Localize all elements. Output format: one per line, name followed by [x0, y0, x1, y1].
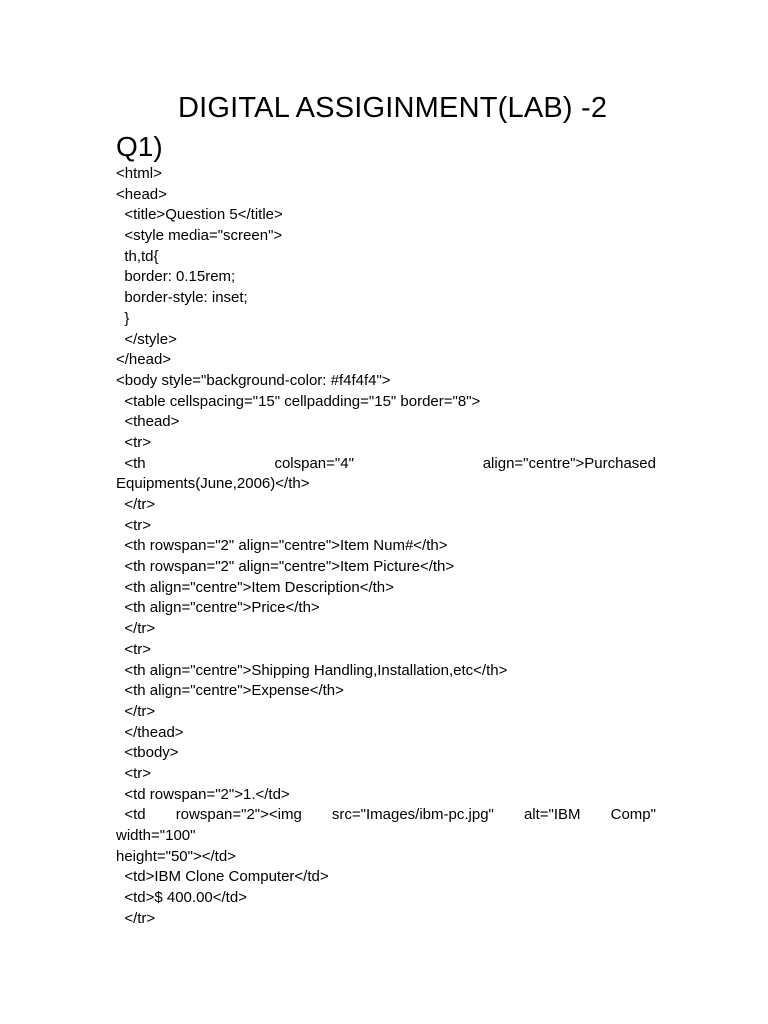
code-line: width="100"	[116, 827, 196, 844]
code-line	[116, 805, 656, 826]
code-line: </thead>	[116, 723, 184, 741]
question-label: Q1)	[116, 131, 163, 162]
code-line: <th rowspan="2" align="centre">Item Picture</th>	[116, 558, 455, 576]
code-line: <table cellspacing="15" cellpadding="15" border="8">	[116, 392, 481, 410]
code-line: <head>	[116, 185, 167, 203]
code-line: <th rowspan="2" align="centre">Item Num#</th>	[116, 537, 448, 555]
code-line: border: 0.15rem;	[116, 268, 236, 286]
code-token: <th	[116, 454, 146, 472]
code-token: src="Images/ibm-pc.jpg"	[331, 806, 494, 824]
code-line: </tr>	[116, 702, 156, 720]
code-line: </style>	[116, 330, 177, 348]
code-line: <tr>	[116, 516, 152, 534]
code-line: height="50"></td>	[116, 847, 236, 865]
code-line: <html>	[116, 165, 162, 182]
code-line: }	[116, 309, 130, 327]
code-token: align="centre">Purchased	[482, 454, 656, 472]
code-line: border-style: inset;	[116, 289, 248, 307]
code-line: Equipments(June,2006)</th>	[116, 475, 310, 493]
code-line: <title>Question 5</title>	[116, 206, 283, 224]
code-line: th,td{	[116, 247, 159, 265]
code-line: </tr>	[116, 496, 156, 513]
code-line: <th align="centre">Price</th>	[116, 599, 320, 617]
code-listing	[116, 164, 656, 929]
code-line: <th align="centre">Item Description</th>	[116, 578, 394, 596]
code-line	[116, 454, 656, 475]
code-line: <thead>	[116, 413, 180, 431]
code-line: <th align="centre">Shipping Handling,Installation,etc</th>	[116, 661, 508, 679]
code-line: <th align="centre">Expense</th>	[116, 682, 344, 700]
code-line: <td>IBM Clone Computer</td>	[116, 868, 329, 886]
code-token: Comp"	[610, 806, 656, 824]
code-line: <body style="background-color: #f4f4f4">	[116, 371, 391, 389]
document-title: DIGITAL ASSIGINMENT(LAB) -2	[178, 92, 608, 124]
code-line: <tr>	[116, 640, 152, 658]
code-line: <tr>	[116, 764, 152, 782]
code-line: <td rowspan="2">1.</td>	[116, 785, 290, 803]
code-line: <tbody>	[116, 744, 179, 762]
code-line: <tr>	[116, 433, 152, 451]
code-token: alt="IBM	[523, 806, 581, 824]
code-line: </tr>	[116, 909, 156, 927]
code-token: colspan="4"	[274, 454, 354, 472]
code-line: </head>	[116, 351, 172, 369]
code-line: </tr>	[116, 620, 156, 638]
code-token: rowspan="2"><img	[175, 806, 302, 824]
code-line: <td>$ 400.00</td>	[116, 889, 247, 907]
code-token: <td	[116, 806, 146, 824]
code-line: <style media="screen">	[116, 227, 283, 245]
